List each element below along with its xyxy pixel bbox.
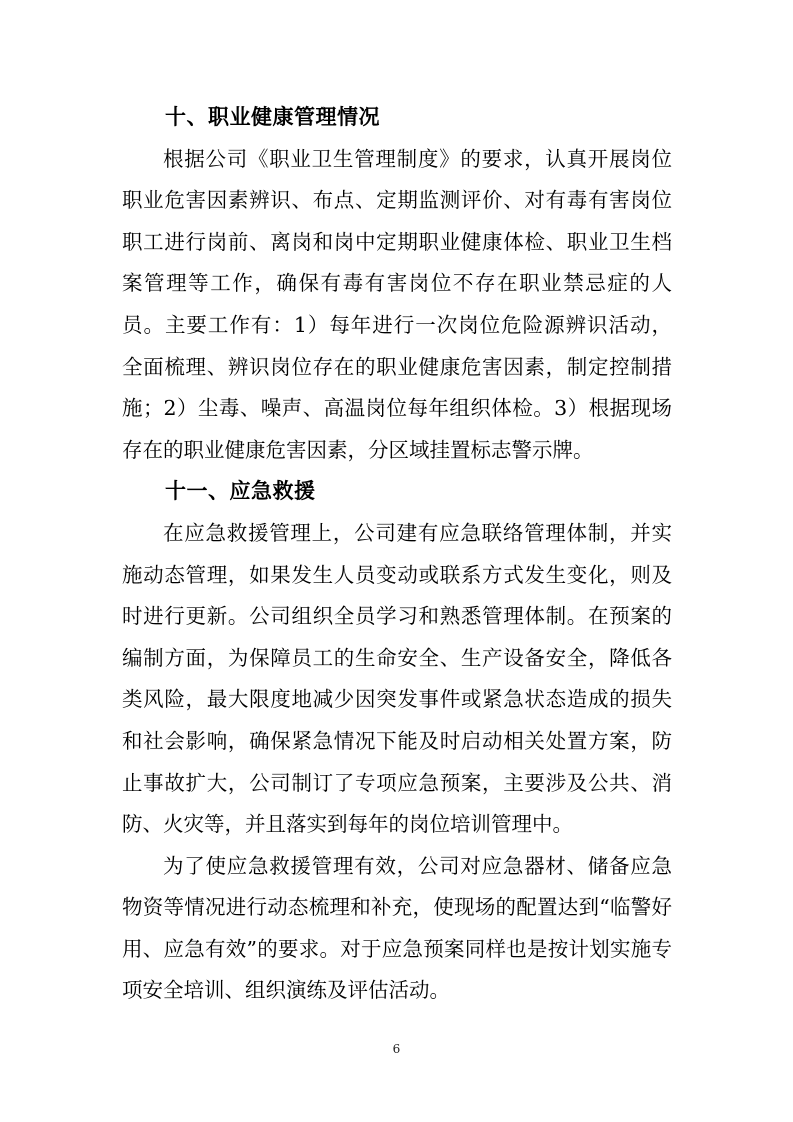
paragraph-line: 职工进行岗前、离岗和岗中定期职业健康体检、职业卫生档 [122, 229, 672, 254]
paragraph-line: 案管理等工作，确保有毒有害岗位不存在职业禁忌症的人 [122, 271, 672, 296]
page-number: 6 [392, 1042, 401, 1056]
paragraph-occupational-health [122, 139, 672, 472]
paragraph-line: 项安全培训、组织演练及评估活动。 [122, 978, 450, 1003]
paragraph-line: 时进行更新。公司组织全员学习和熟悉管理体制。在预案的 [122, 604, 672, 629]
paragraph-emergency-management [122, 513, 672, 846]
page-content [122, 97, 672, 1012]
paragraph-line: 类风险，最大限度地减少因突发事件或紧急状态造成的损失 [122, 687, 672, 712]
paragraph-line: 防、火灾等，并且落实到每年的岗位培训管理中。 [122, 812, 573, 837]
paragraph-emergency-supplies [122, 846, 672, 1012]
paragraph-line: 编制方面，为保障员工的生命安全、生产设备安全，降低各 [122, 645, 672, 670]
paragraph-line: 施；2）尘毒、噪声、高温岗位每年组织体检。3）根据现场 [122, 396, 672, 421]
section-heading-occupational-health: 十、职业健康管理情况 [165, 105, 380, 129]
paragraph-line: 为了使应急救援管理有效，公司对应急器材、储备应急 [163, 853, 672, 878]
paragraph-line: 在应急救援管理上，公司建有应急联络管理体制，并实 [163, 520, 672, 545]
paragraph-line: 存在的职业健康危害因素，分区域挂置标志警示牌。 [122, 437, 594, 462]
paragraph-line: 员。主要工作有：1）每年进行一次岗位危险源辨识活动， [122, 312, 672, 337]
paragraph-line: 根据公司《职业卫生管理制度》的要求，认真开展岗位 [163, 146, 672, 171]
section-heading-emergency-rescue: 十一、应急救援 [165, 479, 316, 504]
paragraph-line: 物资等情况进行动态梳理和补充，使现场的配置达到“临警好 [122, 895, 672, 920]
paragraph-line: 止事故扩大，公司制订了专项应急预案，主要涉及公共、消 [122, 770, 672, 795]
paragraph-line: 职业危害因素辨识、布点、定期监测评价、对有毒有害岗位 [122, 188, 672, 213]
paragraph-line: 用、应急有效”的要求。对于应急预案同样也是按计划实施专 [122, 936, 672, 961]
paragraph-line: 和社会影响，确保紧急情况下能及时启动相关处置方案，防 [122, 728, 672, 753]
paragraph-line: 全面梳理、辨识岗位存在的职业健康危害因素，制定控制措 [122, 354, 672, 379]
paragraph-line: 施动态管理，如果发生人员变动或联系方式发生变化，则及 [122, 562, 672, 587]
